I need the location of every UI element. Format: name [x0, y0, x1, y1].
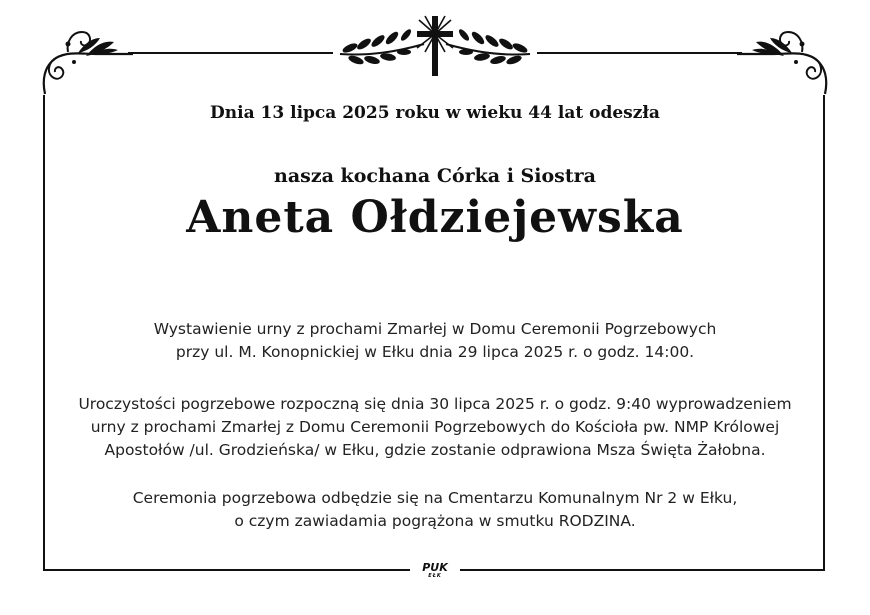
paragraph-ceremony	[0, 393, 870, 462]
puk-logo	[412, 562, 458, 579]
paragraph-line: urny z prochami Zmarłej z Domu Ceremonii Pogrzebowych do Kościoła pw. NMP Królowej	[90, 418, 780, 436]
subtitle: nasza kochana Córka i Siostra	[274, 165, 596, 187]
paragraph-line: Uroczystości pogrzebowe rozpoczną się dnia 30 lipca 2025 r. o godz. 9:40 wyprowadzeniem	[78, 395, 792, 413]
deceased-name: Aneta Ołdziejewska	[186, 192, 684, 243]
paragraph-viewing	[0, 318, 870, 364]
paragraph-line: Ceremonia pogrzebowa odbędzie się na Cmentarzu Komunalnym Nr 2 w Ełku,	[132, 489, 738, 507]
logo-main-text: PUK	[422, 561, 448, 574]
cross-icon	[413, 14, 457, 78]
paragraph-line: przy ul. M. Konopnickiej w Ełku dnia 29 lipca 2025 r. o godz. 14:00.	[175, 343, 695, 361]
intro-line: Dnia 13 lipca 2025 roku w wieku 44 lat odeszła	[210, 103, 660, 123]
paragraph-line: o czym zawiadamia pogrążona w smutku RODZINA.	[234, 512, 636, 530]
top-line-left	[128, 52, 333, 54]
paragraph-line: Apostołów /ul. Grodzieńska/ w Ełku, gdzie zostanie odprawiona Msza Święta Żałobna.	[104, 441, 766, 459]
paragraph-burial	[0, 487, 870, 533]
logo-sub-text: EŁK	[428, 573, 442, 579]
paragraph-line: Wystawienie urny z prochami Zmarłej w Domu Ceremonii Pogrzebowych	[153, 320, 717, 338]
corner-scroll-right-icon	[732, 18, 832, 98]
corner-scroll-left-icon	[38, 18, 138, 98]
top-line-right	[537, 52, 742, 54]
